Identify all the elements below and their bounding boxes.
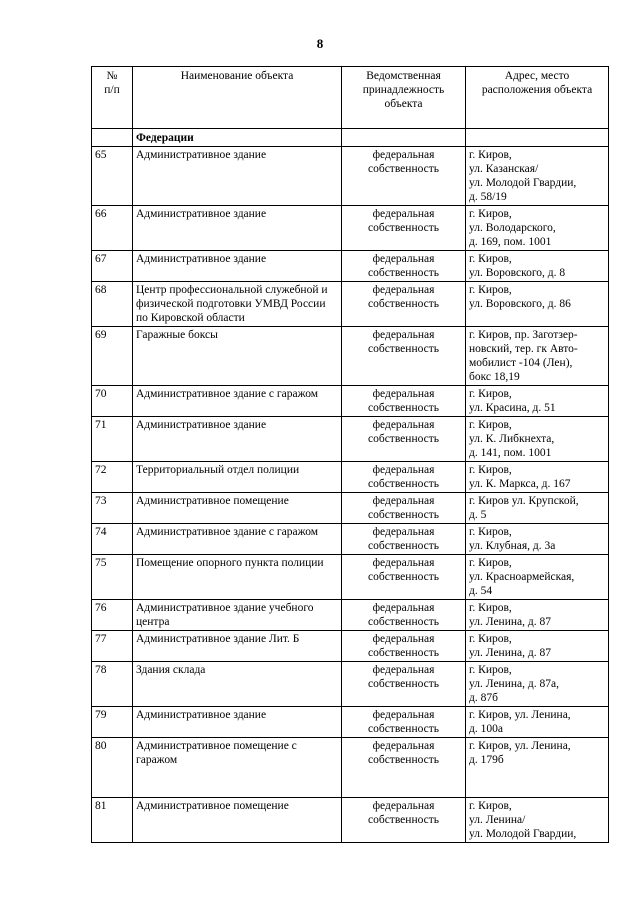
cell-address: г. Киров, ул. Воровского, д. 8 bbox=[466, 251, 609, 282]
cell-address: г. Киров, ул. Ленина, д. 87а, д. 87б bbox=[466, 662, 609, 707]
header-num: № п/п bbox=[92, 67, 133, 129]
table-row bbox=[92, 147, 609, 206]
cell-num: 65 bbox=[92, 147, 133, 206]
cell-address: г. Киров, ул. Красноармейская, д. 54 bbox=[466, 555, 609, 600]
cell-address: г. Киров, ул. Ленина/ ул. Молодой Гвардии, bbox=[466, 798, 609, 843]
cell-num: 74 bbox=[92, 524, 133, 555]
header-address: Адрес, место расположения объекта bbox=[466, 67, 609, 129]
cell-num: 73 bbox=[92, 493, 133, 524]
cell-address: г. Киров, ул. Красина, д. 51 bbox=[466, 386, 609, 417]
cell-num: 77 bbox=[92, 631, 133, 662]
cell-address: г. Киров, ул. Ленина, д. 87 bbox=[466, 631, 609, 662]
section-num-cell bbox=[92, 129, 133, 147]
section-title: Федерации bbox=[133, 129, 342, 147]
cell-num: 70 bbox=[92, 386, 133, 417]
header-name: Наименование объекта bbox=[133, 67, 342, 129]
cell-name: Административное здание bbox=[133, 251, 342, 282]
table-row bbox=[92, 462, 609, 493]
cell-address: г. Киров, ул. Ленина, д. 100а bbox=[466, 707, 609, 738]
cell-name: Здания склада bbox=[133, 662, 342, 707]
cell-num: 67 bbox=[92, 251, 133, 282]
table-row bbox=[92, 707, 609, 738]
cell-num: 71 bbox=[92, 417, 133, 462]
cell-num: 69 bbox=[92, 327, 133, 386]
table-row bbox=[92, 282, 609, 327]
cell-name: Административное здание с гаражом bbox=[133, 524, 342, 555]
table-row bbox=[92, 600, 609, 631]
table-row bbox=[92, 738, 609, 798]
cell-owner: федеральная собственность bbox=[342, 738, 466, 798]
cell-owner: федеральная собственность bbox=[342, 206, 466, 251]
cell-owner: федеральная собственность bbox=[342, 707, 466, 738]
cell-num: 76 bbox=[92, 600, 133, 631]
cell-num: 72 bbox=[92, 462, 133, 493]
cell-owner: федеральная собственность bbox=[342, 147, 466, 206]
section-address-cell bbox=[466, 129, 609, 147]
cell-name: Административное здание учебного центра bbox=[133, 600, 342, 631]
cell-name: Административное помещение bbox=[133, 798, 342, 843]
cell-name: Административное помещение с гаражом bbox=[133, 738, 342, 798]
cell-name: Центр профессиональной служебной и физической подготовки УМВД России по Кировской области bbox=[133, 282, 342, 327]
table-row bbox=[92, 798, 609, 843]
cell-name: Административное здание bbox=[133, 206, 342, 251]
cell-owner: федеральная собственность bbox=[342, 417, 466, 462]
cell-name: Помещение опорного пункта полиции bbox=[133, 555, 342, 600]
cell-owner: федеральная собственность bbox=[342, 493, 466, 524]
table-row bbox=[92, 493, 609, 524]
cell-name: Административное помещение bbox=[133, 493, 342, 524]
cell-address: г. Киров, ул. Клубная, д. 3а bbox=[466, 524, 609, 555]
cell-num: 78 bbox=[92, 662, 133, 707]
section-owner-cell bbox=[342, 129, 466, 147]
cell-address: г. Киров ул. Крупской, д. 5 bbox=[466, 493, 609, 524]
cell-owner: федеральная собственность bbox=[342, 631, 466, 662]
cell-name: Административное здание с гаражом bbox=[133, 386, 342, 417]
cell-owner: федеральная собственность bbox=[342, 462, 466, 493]
cell-owner: федеральная собственность bbox=[342, 600, 466, 631]
table-row bbox=[92, 206, 609, 251]
cell-owner: федеральная собственность bbox=[342, 282, 466, 327]
cell-num: 66 bbox=[92, 206, 133, 251]
table-row bbox=[92, 417, 609, 462]
cell-name: Территориальный отдел полиции bbox=[133, 462, 342, 493]
cell-address: г. Киров, пр. Заготзер- новский, тер. гк Авто- мобилист -104 (Лен), бокс 18,19 bbox=[466, 327, 609, 386]
cell-num: 81 bbox=[92, 798, 133, 843]
cell-address: г. Киров, ул. Володарского, д. 169, пом. 1001 bbox=[466, 206, 609, 251]
cell-name: Административное здание Лит. Б bbox=[133, 631, 342, 662]
table-row bbox=[92, 251, 609, 282]
cell-address: г. Киров, ул. Ленина, д. 87 bbox=[466, 600, 609, 631]
cell-name: Административное здание bbox=[133, 707, 342, 738]
cell-name: Административное здание bbox=[133, 417, 342, 462]
cell-address: г. Киров, ул. Ленина, д. 179б bbox=[466, 738, 609, 798]
cell-name: Административное здание bbox=[133, 147, 342, 206]
cell-owner: федеральная собственность bbox=[342, 327, 466, 386]
cell-num: 75 bbox=[92, 555, 133, 600]
cell-address: г. Киров, ул. Казанская/ ул. Молодой Гвардии, д. 58/19 bbox=[466, 147, 609, 206]
cell-address: г. Киров, ул. К. Маркса, д. 167 bbox=[466, 462, 609, 493]
cell-owner: федеральная собственность bbox=[342, 798, 466, 843]
cell-owner: федеральная собственность bbox=[342, 555, 466, 600]
cell-name: Гаражные боксы bbox=[133, 327, 342, 386]
cell-owner: федеральная собственность bbox=[342, 386, 466, 417]
section-row bbox=[92, 129, 609, 147]
cell-num: 79 bbox=[92, 707, 133, 738]
table-header-row bbox=[92, 67, 609, 129]
table-row bbox=[92, 631, 609, 662]
cell-address: г. Киров, ул. К. Либкнехта, д. 141, пом. 1001 bbox=[466, 417, 609, 462]
cell-owner: федеральная собственность bbox=[342, 662, 466, 707]
cell-address: г. Киров, ул. Воровского, д. 86 bbox=[466, 282, 609, 327]
table-row bbox=[92, 386, 609, 417]
table-row bbox=[92, 662, 609, 707]
cell-owner: федеральная собственность bbox=[342, 524, 466, 555]
header-owner: Ведомственная принадлежность объекта bbox=[342, 67, 466, 129]
cell-owner: федеральная собственность bbox=[342, 251, 466, 282]
table-row bbox=[92, 555, 609, 600]
cell-num: 80 bbox=[92, 738, 133, 798]
cell-num: 68 bbox=[92, 282, 133, 327]
page-number: 8 bbox=[316, 36, 324, 51]
table-row bbox=[92, 327, 609, 386]
registry-table bbox=[91, 66, 609, 843]
table-row bbox=[92, 524, 609, 555]
